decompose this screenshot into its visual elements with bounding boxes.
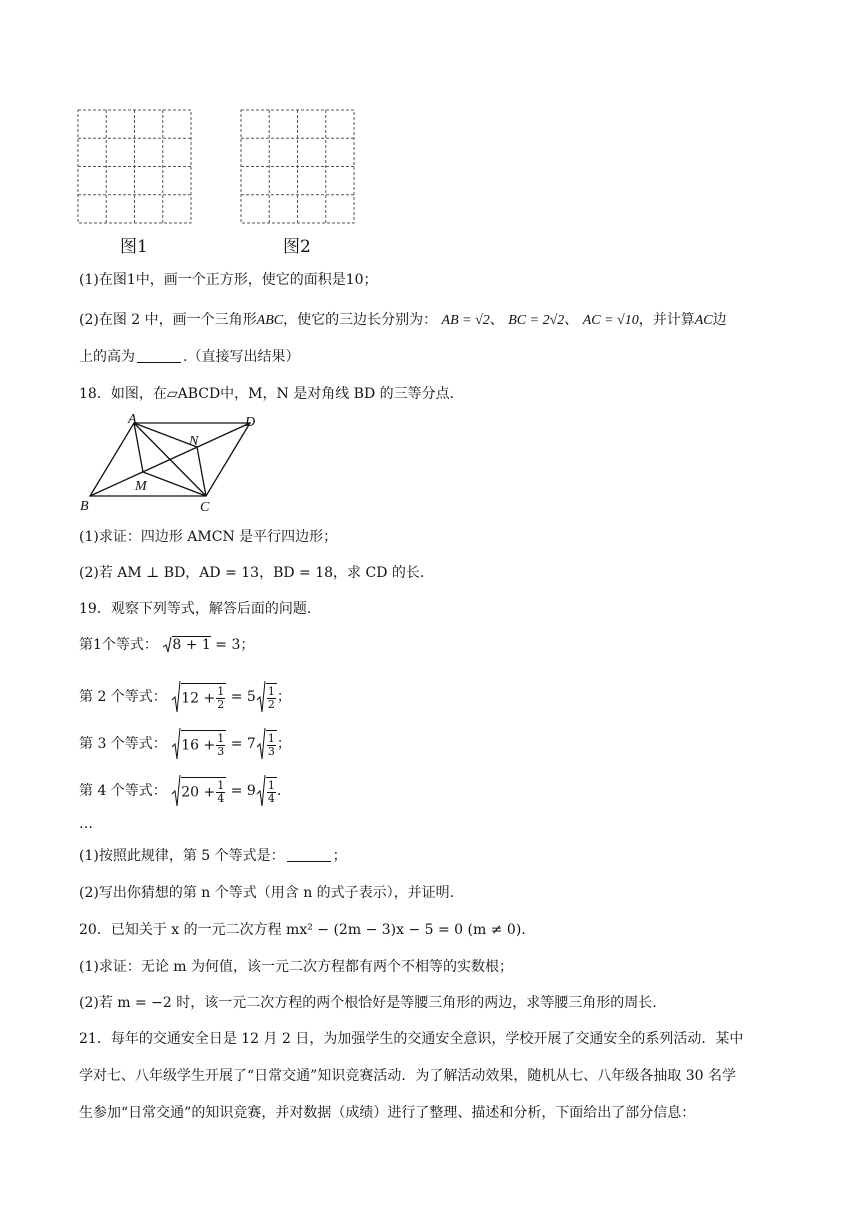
eq-ab: AB = √2 — [441, 313, 490, 328]
label-D: D — [245, 415, 256, 430]
q19-part1: (1)按照此规律，第 5 个等式是： ； — [79, 848, 347, 864]
label-A: A — [128, 412, 137, 427]
q17-part1: (1)在图1中，画一个正方形，使它的面积是10； — [79, 272, 378, 288]
figure-1-caption: 图1 — [120, 237, 148, 257]
eq-bc: BC = 2√2 — [508, 313, 565, 328]
q19-eq2: 第 2 个等式： 12 + $\frac{1}{2}$ = 5 $\frac{1}{2}$ ； — [79, 680, 291, 714]
eq-ac: AC = √10 — [582, 313, 639, 328]
q17-part2-line2: 上的高为 .（直接写出结果） — [79, 349, 300, 365]
q20-part1: (1)求证：无论 m 为何值，该一元二次方程都有两个不相等的实数根； — [79, 959, 514, 975]
parallelogram-diagram — [74, 412, 264, 514]
q19-eq3: 第 3 个等式： 16 + $\frac{1}{3}$ = 7 $\frac{1}{3}$ ； — [79, 727, 291, 761]
q17-part2: (2)在图 2 中，画一个三角形ABC，使它的三边长分别为： AB = √2、 BC = 2√2、 AC = √10，并计算AC边 — [79, 312, 727, 328]
q19-part2: (2)写出你猜想的第 n 个等式（用含 n 的式子表示），并证明. — [79, 885, 455, 901]
figure-2-caption: 图2 — [283, 237, 311, 257]
answer-blank — [137, 348, 181, 363]
q18-part1: (1)求证：四边形 AMCN 是平行四边形； — [79, 529, 338, 545]
q18-part2: (2)若 AM ⊥ BD，AD = 13，BD = 18，求 CD 的长. — [79, 565, 425, 581]
label-N: N — [189, 434, 199, 449]
answer-blank — [287, 847, 331, 862]
q19-ellipsis: … — [79, 816, 93, 832]
q18-stem: 18．如图，在▱ABCD中，M，N 是对角线 BD 的三等分点. — [79, 386, 455, 402]
q20-stem: 20．已知关于 x 的一元二次方程 mx² − (2m − 3)x − 5 = 0 (m ≠ 0). — [79, 922, 526, 938]
q20-part2: (2)若 m = −2 时，该一元二次方程的两个根恰好是等腰三角形的两边，求等腰三角形的周长. — [79, 995, 657, 1011]
label-B: B — [80, 499, 89, 514]
q19-eq1: 第1个等式： 8 + 1 = 3； — [79, 637, 255, 653]
q19-stem: 19．观察下列等式，解答后面的问题. — [79, 601, 312, 617]
grid-figure-1 — [77, 109, 193, 225]
q19-eq4: 第 4 个等式： 20 + $\frac{1}{4}$ = 9 $\frac{1}{4}$ . — [79, 774, 281, 808]
label-C: C — [200, 500, 210, 514]
q21-line1: 21．每年的交通安全日是 12 月 2 日，为加强学生的交通安全意识，学校开展了交通安全的系列活动．某中 — [79, 1031, 744, 1047]
q21-line3: 生参加“日常交通”的知识竞赛，并对数据（成绩）进行了整理、描述和分析，下面给出了部分信息： — [79, 1105, 696, 1121]
label-M: M — [135, 479, 147, 494]
grid-figure-2 — [240, 109, 356, 225]
q21-line2: 学对七、八年级学生开展了“日常交通”知识竞赛活动．为了解活动效果，随机从七、八年级各抽取 30 名学 — [79, 1068, 737, 1084]
